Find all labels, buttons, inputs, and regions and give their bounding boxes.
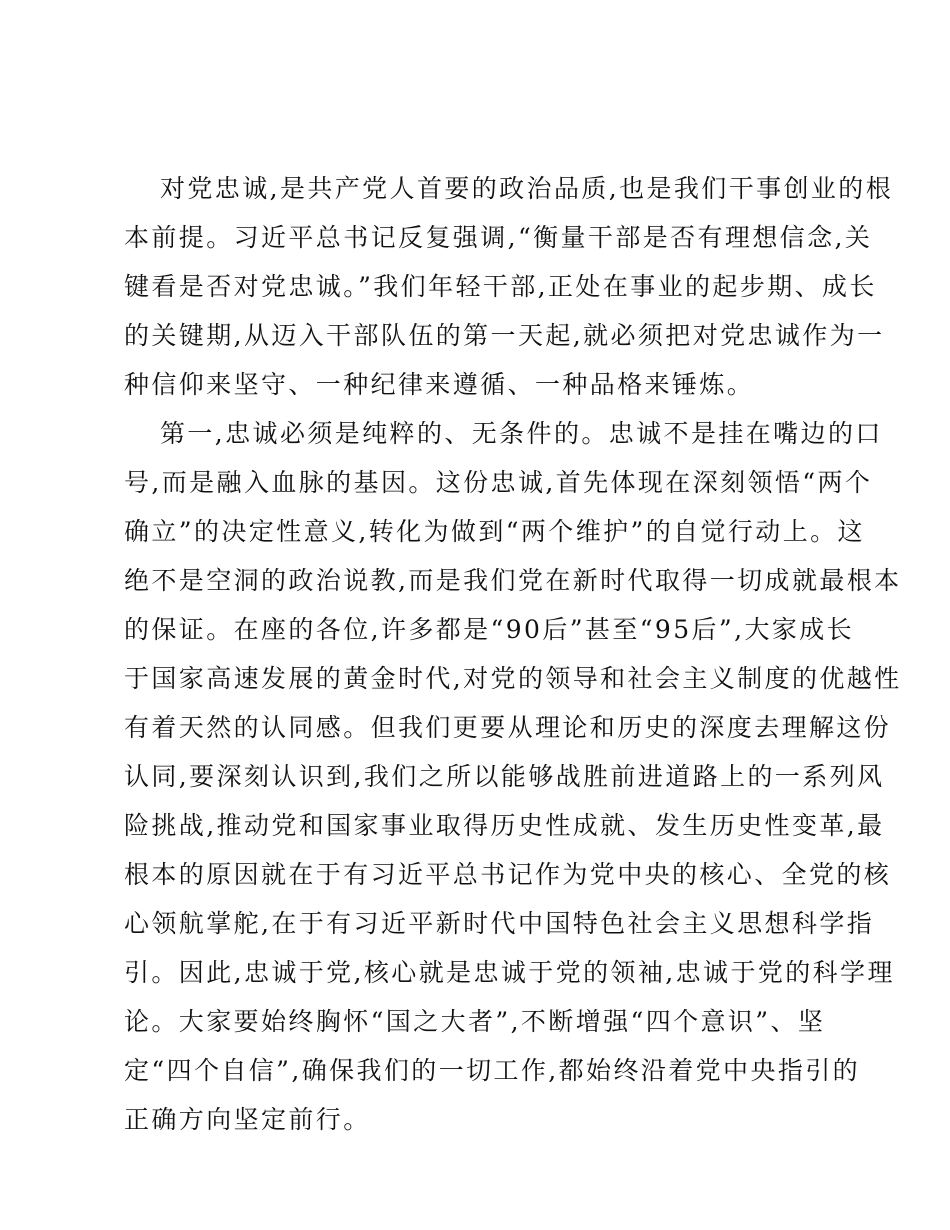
paragraph-line: 认同,要深刻认识到,我们之所以能够战胜前进道路上的一系列风	[124, 762, 885, 791]
paragraph-1	[124, 164, 894, 409]
paragraph-line: 本前提。习近平总书记反复强调,“衡量干部是否有理想信念,关	[124, 223, 873, 252]
paragraph-line: 于国家高速发展的黄金时代,对党的领导和社会主义制度的优越性	[124, 664, 902, 693]
paragraph-line: 键看是否对党忠诚。”我们年轻干部,正处在事业的起步期、成长	[124, 272, 877, 301]
paragraph-line: 引。因此,忠诚于党,核心就是忠诚于党的领袖,忠诚于党的科学理	[124, 958, 895, 987]
paragraph-line: 有着天然的认同感。但我们更要从理论和历史的深度去理解这份	[124, 713, 892, 742]
paragraph-2	[124, 409, 902, 1144]
paragraph-line: 正确方向坚定前行。	[124, 1105, 371, 1134]
paragraph-line: 心领航掌舵,在于有习近平新时代中国特色社会主义思想科学指	[124, 909, 875, 938]
paragraph-line: 绝不是空洞的政治说教,而是我们党在新时代取得一切成就最根本	[124, 566, 902, 595]
document-body	[124, 164, 902, 1144]
paragraph-line: 种信仰来坚守、一种纪律来遵循、一种品格来锤炼。	[124, 370, 755, 399]
paragraph-line: 第一,忠诚必须是纯粹的、无条件的。忠诚不是挂在嘴边的口	[160, 419, 883, 448]
paragraph-line: 的保证。在座的各位,许多都是“90后”甚至“95后”,大家成长	[124, 615, 855, 644]
paragraph-line: 号,而是融入血脉的基因。这份忠诚,首先体现在深刻领悟“两个	[124, 468, 873, 497]
paragraph-line: 根本的原因就在于有习近平总书记作为党中央的核心、全党的核	[124, 860, 892, 889]
paragraph-line: 的关键期,从迈入干部队伍的第一天起,就必须把对党忠诚作为一	[124, 321, 885, 350]
paragraph-line: 险挑战,推动党和国家事业取得历史性成就、发生历史性变革,最	[124, 811, 885, 840]
paragraph-line: 确立”的决定性意义,转化为做到“两个维护”的自觉行动上。这	[124, 517, 865, 546]
paragraph-line: 定“四个自信”,确保我们的一切工作,都始终沿着党中央指引的	[124, 1056, 861, 1085]
paragraph-line: 论。大家要始终胸怀“国之大者”,不断增强“四个意识”、坚	[124, 1007, 826, 1036]
paragraph-line: 对党忠诚,是共产党人首要的政治品质,也是我们干事创业的根	[160, 174, 894, 203]
